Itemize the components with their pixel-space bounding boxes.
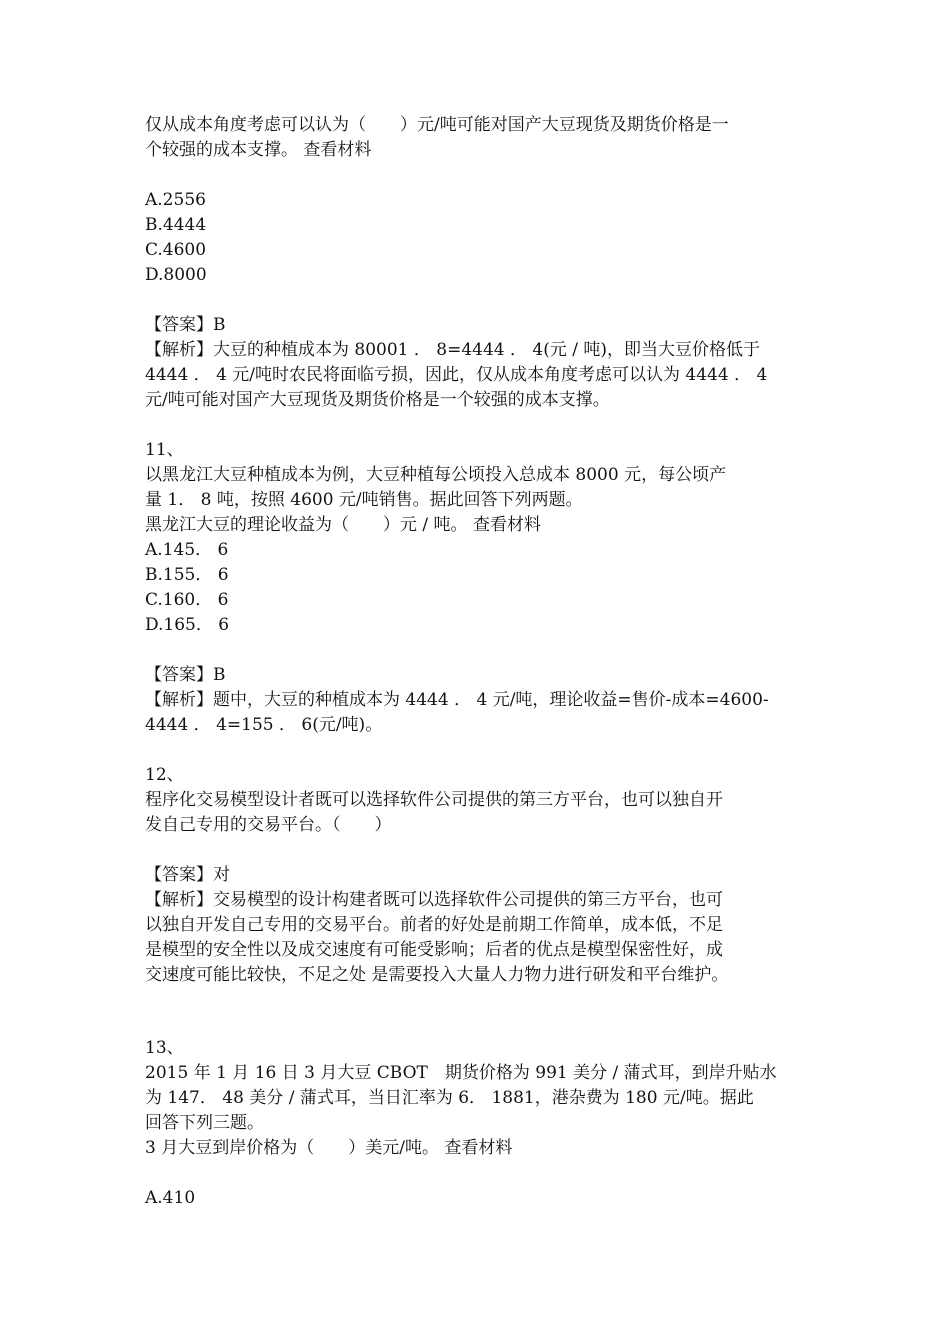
option-a: A.410 — [145, 1188, 196, 1208]
answer-line: 【答案】对 — [145, 865, 230, 885]
question-block-13 — [145, 1036, 815, 1211]
analysis-line: 是模型的安全性以及成交速度有可能受影响；后者的优点是模型保密性好，成 — [145, 940, 723, 960]
analysis-line: 4444 ． 4=155 ． 6(元/吨)。 — [145, 715, 383, 735]
answer-line: 【答案】B — [145, 665, 226, 685]
question-line: 个较强的成本支撑。 查看材料 — [145, 140, 372, 160]
analysis-line: 以独自开发自己专用的交易平台。前者的好处是前期工作简单，成本低，不足 — [145, 915, 723, 935]
analysis-line: 【解析】交易模型的设计构建者既可以选择软件公司提供的第三方平台，也可 — [145, 890, 723, 910]
analysis-line: 元/吨可能对国产大豆现货及期货价格是一个较强的成本支撑。 — [145, 390, 610, 410]
question-number: 13、 — [145, 1038, 184, 1058]
analysis-line: 【解析】大豆的种植成本为 80001 ． 8=4444 ． 4(元 / 吨)，即当大豆价格低于 — [145, 340, 761, 360]
question-line: 2015 年 1 月 16 日 3 月大豆 CBOT 期货价格为 991 美分 / 蒲式耳，到岸升贴水 — [145, 1063, 777, 1083]
option-d: D.8000 — [145, 265, 207, 285]
question-line: 发自己专用的交易平台。（ ） — [145, 815, 392, 835]
option-a: A.145． 6 — [145, 540, 229, 560]
option-b: B.155． 6 — [145, 565, 229, 585]
option-a: A.2556 — [145, 190, 206, 210]
analysis-line: 【解析】题中，大豆的种植成本为 4444 ． 4 元/吨，理论收益=售价-成本=4600- — [145, 690, 769, 710]
option-c: C.160． 6 — [145, 590, 229, 610]
answer-line: 【答案】B — [145, 315, 226, 335]
question-line: 以黑龙江大豆种植成本为例，大豆种植每公顷投入总成本 8000 元，每公顷产 — [145, 465, 727, 485]
option-b: B.4444 — [145, 215, 207, 235]
question-number: 11、 — [145, 440, 184, 460]
option-d: D.165． 6 — [145, 615, 230, 635]
question-line: 为 147． 48 美分 / 蒲式耳，当日汇率为 6． 1881，港杂费为 180 元/吨。据此 — [145, 1088, 754, 1108]
question-line: 量 1． 8 吨，按照 4600 元/吨销售。据此回答下列两题。 — [145, 490, 583, 510]
option-c: C.4600 — [145, 240, 207, 260]
question-block-11 — [145, 438, 815, 738]
question-line: 3 月大豆到岸价格为（ ）美元/吨。 查看材料 — [145, 1138, 513, 1158]
question-block-12 — [145, 763, 815, 988]
analysis-line: 4444 ． 4 元/吨时农民将面临亏损，因此，仅从成本角度考虑可以认为 4444 ． 4 — [145, 365, 768, 385]
question-line: 黑龙江大豆的理论收益为（ ）元 / 吨。 查看材料 — [145, 515, 541, 535]
question-block-10 — [145, 113, 815, 413]
analysis-line: 交速度可能比较快，不足之处 是需要投入大量人力物力进行研发和平台维护。 — [145, 965, 729, 985]
question-line: 仅从成本角度考虑可以认为（ ）元/吨可能对国产大豆现货及期货价格是一 — [145, 115, 729, 135]
question-number: 12、 — [145, 765, 184, 785]
question-line: 程序化交易模型设计者既可以选择软件公司提供的第三方平台，也可以独自开 — [145, 790, 723, 810]
document-page — [145, 113, 815, 1211]
question-line: 回答下列三题。 — [145, 1113, 264, 1133]
